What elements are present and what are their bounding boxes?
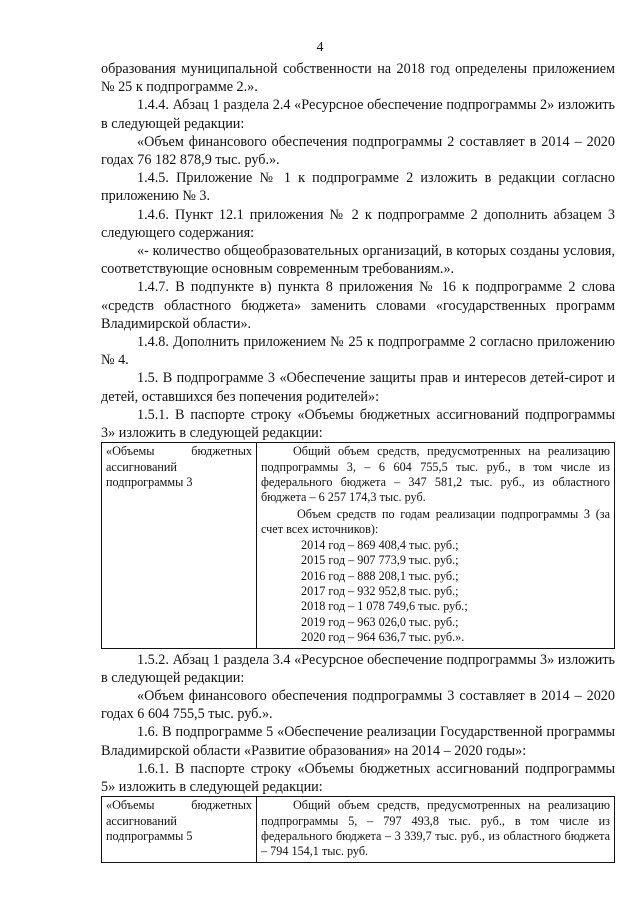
paragraph: 1.5.1. В паспорте строку «Объемы бюджетных ассигнований подпрограммы 3» изложить в следующей редакции: [101, 406, 615, 442]
total-volume-text: Общий объем средств, предусмотренных на реализацию подпрограммы 3, – 6 604 755,5 тыс. руб., в том числе из федерального бюджета – 347 581,2 тыс. руб., из областного бюджета – 6 257 174,3 тыс. руб. [261, 444, 610, 505]
table-value-cell [257, 797, 615, 863]
paragraph: 1.4.8. Дополнить приложением № 25 к подпрограмме 2 согласно приложению № 4. [101, 334, 615, 369]
years-list [261, 538, 610, 646]
paragraphs-top [101, 60, 615, 442]
total-volume-text: Общий объем средств, предусмотренных на реализацию подпрограммы 5, – 797 493,8 тыс. руб., в том числе из федерального бюджета – 3 339,7 тыс. руб., из областного бюджета – 794 154,1 тыс. руб. [261, 798, 610, 859]
paragraph: 1.6. В подпрограмме 5 «Обеспечение реализации Государственной программы Владимирской области «Развитие образования» на 2014 – 2020 годы»: [101, 724, 615, 759]
table-row [102, 797, 615, 863]
paragraph: 1.5.2. Абзац 1 раздела 3.4 «Ресурсное обеспечение подпрограммы 3» изложить в следующей редакции: [101, 651, 615, 686]
document-body [101, 60, 615, 863]
year-amount-item: 2019 год – 963 026,0 тыс. руб.; [301, 614, 459, 629]
paragraph: «Объем финансового обеспечения подпрограммы 3 составляет в 2014 – 2020 годах 6 604 755,5 тыс. руб.». [101, 687, 615, 723]
paragraph: 1.4.4. Абзац 1 раздела 2.4 «Ресурсное обеспечение подпрограммы 2» изложить в следующей редакции: [101, 97, 615, 132]
year-amount-item: 2014 год – 869 408,4 тыс. руб.; [301, 537, 459, 552]
paragraphs-middle [101, 651, 615, 797]
paragraph: 1.6.1. В паспорте строку «Объемы бюджетных ассигнований подпрограммы 5» изложить в следующей редакции: [101, 760, 615, 795]
paragraph: 1.4.6. Пункт 12.1 приложения № 2 к подпрограмме 2 дополнить абзацем 3 следующего содержания: [101, 206, 615, 241]
paragraph: 1.4.5. Приложение № 1 к подпрограмме 2 изложить в редакции согласно приложению № 3. [101, 170, 615, 205]
paragraph: «Объем финансового обеспечения подпрограммы 2 составляет в 2014 – 2020 годах 76 182 878,9 тыс. руб.». [101, 133, 615, 169]
budget-table-subprogram-5 [101, 796, 615, 863]
page-number: 4 [316, 40, 324, 55]
table-label-cell: «Объемы бюджетных ассигнований подпрограммы 3 [102, 443, 257, 648]
year-amount-item: 2015 год – 907 773,9 тыс. руб.; [301, 553, 459, 568]
paragraph: «- количество общеобразовательных организаций, в которых созданы условия, соответствующие основным современным требованиям.». [101, 243, 615, 278]
year-amount-item: 2020 год – 964 636,7 тыс. руб.». [301, 630, 465, 645]
budget-table-subprogram-3 [101, 442, 615, 648]
table-row [102, 443, 615, 648]
table-value-cell [257, 443, 615, 648]
year-amount-item: 2016 год – 888 208,1 тыс. руб.; [301, 568, 459, 583]
paragraph: образования муниципальной собственности на 2018 год определены приложением № 25 к подпрограмме 2.». [101, 61, 615, 96]
paragraph: 1.5. В подпрограмме 3 «Обеспечение защиты прав и интересов детей-сирот и детей, оставшихся без попечения родителей»: [101, 370, 615, 405]
year-amount-item: 2018 год – 1 078 749,6 тыс. руб.; [301, 599, 468, 614]
year-amount-item: 2017 год – 932 952,8 тыс. руб.; [301, 583, 459, 598]
paragraph: 1.4.7. В подпункте в) пункта 8 приложения № 16 к подпрограмме 2 слова «средств областного бюджета» заменить словами «государственных программ Владимирской области». [101, 279, 615, 332]
table-label-cell: «Объемы бюджетных ассигнований подпрограммы 5 [102, 797, 257, 863]
by-year-title: Объем средств по годам реализации подпрограммы 3 (за счет всех источников): [261, 506, 610, 537]
